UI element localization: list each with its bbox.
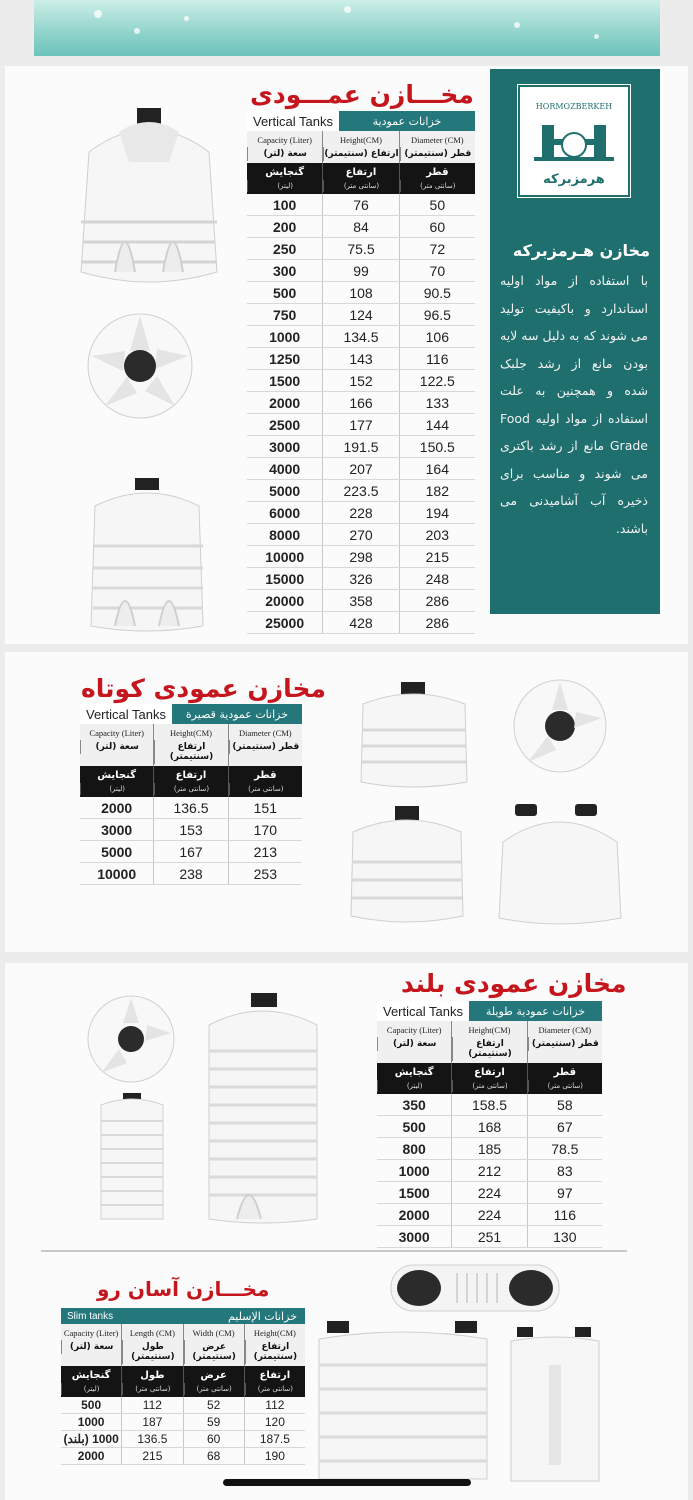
table-cell: 326	[322, 568, 398, 589]
table-cell: 2000	[398, 1207, 430, 1223]
vertical-tanks-title: مخـــازن عمـــودی	[250, 80, 474, 109]
diameter-fa: قطر	[254, 770, 277, 781]
table-cell: 177	[322, 414, 398, 435]
short-tank-image	[355, 680, 473, 790]
table-row	[247, 414, 475, 436]
length-ar: طول (سنتيمتر)	[122, 1340, 182, 1364]
table-cell: 100	[272, 197, 297, 213]
table-cell: 3000	[269, 439, 301, 455]
table-cell: 6000	[269, 505, 301, 521]
table-row	[247, 590, 475, 612]
table-cell: 298	[322, 546, 398, 567]
table-cell: 124	[322, 304, 398, 325]
table-cell: 428	[322, 612, 398, 633]
table-cell: 60	[399, 216, 475, 237]
vertical-tanks-table	[247, 111, 475, 634]
table-cell: 3000	[101, 822, 133, 838]
tall-tanks-table	[377, 1001, 602, 1248]
table-cell: 136.5	[153, 797, 227, 818]
capacity-fa: گنجایش	[394, 1067, 434, 1078]
table-row	[247, 392, 475, 414]
table-cell: 2000	[101, 800, 133, 816]
short-tanks-table	[80, 704, 302, 885]
table-cell: 67	[527, 1116, 602, 1137]
table-cell: 5000	[101, 844, 133, 860]
table-cell: 59	[183, 1414, 244, 1430]
vertical-tank-image	[69, 102, 229, 287]
table-subheader	[247, 131, 475, 163]
table-row	[377, 1182, 602, 1204]
capacity-en: Capacity (Liter)	[386, 1025, 442, 1035]
vertical-tank-side-image	[85, 476, 210, 636]
table-title-bar	[247, 111, 475, 131]
width-ar: عرض (سنتيمتر)	[184, 1340, 244, 1364]
capacity-en: Capacity (Liter)	[257, 135, 312, 145]
table-cell: 286	[399, 612, 475, 633]
diameter-ar: قطر (سنتيمتر)	[400, 147, 475, 161]
length-unit: (سانتی متر)	[122, 1383, 182, 1395]
diameter-en: Diameter (CM)	[411, 135, 464, 145]
table-row	[247, 458, 475, 480]
table-cell: 250	[272, 241, 297, 257]
table-cell: 215	[121, 1448, 182, 1464]
table-cell: 251	[451, 1226, 526, 1247]
table-cell: 75.5	[322, 238, 398, 259]
height-fa: ارتفاع	[259, 1370, 291, 1381]
table-cell: 83	[527, 1160, 602, 1181]
table-row	[247, 502, 475, 524]
table-cell: 187	[121, 1414, 182, 1430]
diameter-fa: قطر	[553, 1067, 577, 1078]
table-cell: 750	[272, 307, 297, 323]
table-row	[61, 1414, 305, 1431]
diameter-fa: قطر	[426, 167, 449, 178]
height-unit: (سانتی متر)	[245, 1383, 305, 1395]
table-cell: 238	[153, 863, 227, 884]
table-cell: 20000	[265, 593, 305, 609]
table-cell: 500	[272, 285, 297, 301]
capacity-unit: (لیتر)	[80, 783, 153, 795]
table-cell: 50	[399, 194, 475, 215]
table-row	[247, 348, 475, 370]
table-cell: 212	[451, 1160, 526, 1181]
table-cell: 1500	[398, 1185, 430, 1201]
brand-logo	[518, 85, 630, 197]
table-cell: 108	[322, 282, 398, 303]
table-body	[247, 194, 475, 634]
capacity-en: Capacity (Liter)	[63, 1328, 119, 1338]
diameter-en: Diameter (CM)	[239, 728, 292, 738]
table-cell: 3000	[398, 1229, 430, 1245]
table-cell: 5000	[269, 483, 301, 499]
slim-tank-top-view	[387, 1259, 563, 1317]
height-en: Height(CM)	[253, 1328, 296, 1338]
table-title-ar: خزانات عمودية طويلة	[485, 1004, 586, 1018]
section-divider	[41, 1250, 627, 1252]
table-cell: 143	[322, 348, 398, 369]
table-cell: 78.5	[527, 1138, 602, 1159]
table-header	[247, 163, 475, 194]
table-cell: 203	[399, 524, 475, 545]
table-cell: 248	[399, 568, 475, 589]
table-body	[377, 1094, 602, 1248]
vertical-tanks-panel	[5, 66, 688, 644]
tall-tanks-panel	[5, 963, 688, 1500]
table-row	[247, 304, 475, 326]
table-cell: 158.5	[451, 1094, 526, 1115]
diameter-unit: (سانتی متر)	[400, 180, 475, 192]
table-row	[377, 1226, 602, 1248]
table-cell: 84	[322, 216, 398, 237]
table-body	[80, 797, 302, 885]
table-row	[377, 1138, 602, 1160]
table-cell: 60	[183, 1431, 244, 1447]
height-fa: ارتفاع	[345, 167, 377, 178]
length-en: Length (CM)	[129, 1328, 175, 1338]
table-cell: 213	[228, 841, 302, 862]
table-cell: 164	[399, 458, 475, 479]
short-tanks-panel	[5, 652, 688, 952]
table-cell: 2500	[269, 417, 301, 433]
table-cell: 99	[322, 260, 398, 281]
table-cell: 190	[244, 1448, 305, 1464]
table-cell: 207	[322, 458, 398, 479]
capacity-fa: گنجایش	[265, 167, 305, 178]
table-row	[247, 260, 475, 282]
height-ar: ارتفاع (سنتيمتر)	[154, 740, 227, 764]
capacity-ar: سعة (لتر)	[80, 740, 153, 754]
height-en: Height(CM)	[468, 1025, 511, 1035]
table-title-en: Vertical Tanks	[80, 704, 172, 724]
diameter-en: Diameter (CM)	[538, 1025, 592, 1035]
table-cell: 52	[183, 1397, 244, 1413]
table-cell: 72	[399, 238, 475, 259]
height-ar: ارتفاع (سنتيمتر)	[452, 1037, 526, 1061]
tall-tank-top-view	[85, 993, 177, 1085]
diameter-unit: (سانتی متر)	[528, 1080, 602, 1092]
capacity-ar: سعة (لتر)	[377, 1037, 451, 1051]
table-cell: 500	[402, 1119, 426, 1135]
table-row	[377, 1204, 602, 1226]
width-unit: (سانتی متر)	[184, 1383, 244, 1395]
table-cell: 25000	[265, 615, 305, 631]
diameter-unit: (سانتی متر)	[229, 783, 302, 795]
height-unit: (سانتی متر)	[323, 180, 398, 192]
height-unit: (سانتی متر)	[452, 1080, 526, 1092]
table-row	[61, 1431, 305, 1448]
double-lid-tank-image	[495, 802, 625, 928]
table-cell: 270	[322, 524, 398, 545]
short-tank-top-view	[510, 676, 610, 776]
table-cell: 166	[322, 392, 398, 413]
table-cell: 76	[322, 194, 398, 215]
hero-water-banner	[34, 0, 660, 56]
height-fa: ارتفاع	[474, 1067, 505, 1078]
slim-tanks-table	[61, 1308, 305, 1465]
tall-tanks-title: مخازن عمودی بلند	[401, 969, 627, 998]
table-cell: 58	[527, 1094, 602, 1115]
table-cell: 224	[451, 1204, 526, 1225]
capacity-en: Capacity (Liter)	[89, 728, 144, 738]
table-cell: 112	[121, 1397, 182, 1413]
brand-description: با استفاده از مواد اولیه استاندارد و باکیفیت تولید می شوند که به دلیل سه لایه بودن مانع از رشد جلبک شده و همچنین به علت استفاده از مواد اولیه Food Grade مانع از رشد باکتری می شوند و مناسب برای ذخیره آب آشامیدنی می باشند.	[500, 273, 648, 536]
short-tanks-title: مخازن عمودی کوتاه	[81, 674, 327, 703]
table-cell: 167	[153, 841, 227, 862]
table-row	[61, 1397, 305, 1414]
table-cell: 187.5	[244, 1431, 305, 1447]
height-ar: ارتفاع (سنتيمتر)	[324, 149, 399, 159]
table-cell: 253	[228, 863, 302, 884]
table-cell: 144	[399, 414, 475, 435]
capacity-ar: سعة (لتر)	[61, 1340, 121, 1354]
table-cell: 151	[228, 797, 302, 818]
tank-top-view-image	[85, 311, 195, 421]
table-cell: 286	[399, 590, 475, 611]
table-cell: 170	[228, 819, 302, 840]
height-ar: ارتفاع (سنتيمتر)	[245, 1340, 305, 1364]
table-title-ar: خزانات الإسليم	[227, 1309, 297, 1323]
height-en: Height(CM)	[169, 728, 212, 738]
capacity-fa: گنجایش	[97, 770, 137, 781]
diameter-ar: قطر (سنتيمتر)	[528, 1037, 602, 1051]
table-cell: 8000	[269, 527, 301, 543]
table-cell: 800	[402, 1141, 426, 1157]
table-cell: 134.5	[322, 326, 398, 347]
table-cell: 200	[272, 219, 297, 235]
brand-title: مخازن هـرمزبرکه	[512, 241, 650, 260]
table-cell: 150.5	[399, 436, 475, 457]
table-cell: 300	[272, 263, 297, 279]
table-title-en: Slim tanks	[61, 1308, 119, 1324]
table-cell: 182	[399, 480, 475, 501]
tall-tank-small-image	[97, 1091, 167, 1223]
table-cell: 224	[451, 1182, 526, 1203]
home-indicator[interactable]	[223, 1479, 471, 1486]
table-row	[80, 797, 302, 819]
table-cell: 106	[399, 326, 475, 347]
table-cell: 2000	[269, 395, 301, 411]
table-cell: 68	[183, 1448, 244, 1464]
table-cell: 1500	[269, 373, 301, 389]
table-title-en: Vertical Tanks	[377, 1001, 469, 1021]
table-cell: (بلند) 1000	[63, 1432, 119, 1446]
table-cell: 2000	[77, 1449, 105, 1463]
table-cell: 120	[244, 1414, 305, 1430]
table-cell: 1000	[269, 329, 301, 345]
table-cell: 153	[153, 819, 227, 840]
table-cell: 96.5	[399, 304, 475, 325]
table-row	[247, 568, 475, 590]
length-fa: طول	[140, 1370, 165, 1381]
capacity-fa: گنجایش	[71, 1370, 111, 1381]
width-fa: عرض	[200, 1370, 227, 1381]
height-unit: (سانتی متر)	[154, 783, 227, 795]
table-cell: 116	[399, 348, 475, 369]
table-cell: 136.5	[121, 1431, 182, 1447]
table-row	[247, 238, 475, 260]
table-cell: 500	[81, 1398, 102, 1412]
table-cell: 70	[399, 260, 475, 281]
table-cell: 10000	[97, 866, 137, 882]
table-cell: 116	[527, 1204, 602, 1225]
table-row	[80, 863, 302, 885]
slim-tank-side-image	[505, 1325, 605, 1487]
table-title-en: Vertical Tanks	[247, 111, 339, 131]
table-cell: 130	[527, 1226, 602, 1247]
table-cell: 133	[399, 392, 475, 413]
table-row	[247, 436, 475, 458]
table-cell: 215	[399, 546, 475, 567]
height-en: Height(CM)	[339, 135, 382, 145]
table-row	[247, 326, 475, 348]
table-row	[377, 1094, 602, 1116]
table-row	[377, 1116, 602, 1138]
table-row	[247, 612, 475, 634]
slim-tank-front-image	[315, 1319, 491, 1487]
table-body	[61, 1397, 305, 1465]
capacity-unit: (لیتر)	[377, 1080, 451, 1092]
table-row	[80, 841, 302, 863]
table-cell: 194	[399, 502, 475, 523]
logo-text: هرمزبرکه	[543, 172, 605, 187]
table-title-ar: خزانات عمودية قصيرة	[185, 707, 289, 721]
capacity-unit: (لیتر)	[247, 180, 322, 192]
brand-panel	[490, 69, 660, 614]
logo-arc-text: HORMOZBERKEH	[535, 102, 613, 111]
table-cell: 185	[451, 1138, 526, 1159]
table-row	[247, 194, 475, 216]
short-tank-side-image	[345, 804, 470, 926]
table-cell: 223.5	[322, 480, 398, 501]
table-row	[247, 546, 475, 568]
table-cell: 152	[322, 370, 398, 391]
table-cell: 1000	[77, 1415, 105, 1429]
table-cell: 97	[527, 1182, 602, 1203]
table-cell: 1000	[398, 1163, 430, 1179]
height-fa: ارتفاع	[175, 770, 207, 781]
table-cell: 112	[244, 1397, 305, 1413]
table-cell: 10000	[265, 549, 305, 565]
table-cell: 350	[402, 1097, 426, 1113]
table-cell: 358	[322, 590, 398, 611]
table-row	[247, 370, 475, 392]
table-row	[80, 819, 302, 841]
table-cell: 4000	[269, 461, 301, 477]
capacity-ar: سعة (لتر)	[247, 147, 322, 161]
tall-tank-large-image	[201, 991, 325, 1227]
table-cell: 122.5	[399, 370, 475, 391]
table-row	[61, 1448, 305, 1465]
table-row	[377, 1160, 602, 1182]
table-cell: 168	[451, 1116, 526, 1137]
table-row	[247, 480, 475, 502]
logo-emblem-icon	[520, 87, 628, 195]
table-row	[247, 524, 475, 546]
table-title-ar: خزانات عمودية	[372, 114, 442, 128]
slim-tanks-title: مخـــازن آسان رو	[97, 1277, 270, 1301]
width-en: Width (CM)	[192, 1328, 235, 1338]
table-cell: 228	[322, 502, 398, 523]
table-cell: 191.5	[322, 436, 398, 457]
diameter-ar: قطر (سنتيمتر)	[229, 740, 302, 754]
table-cell: 90.5	[399, 282, 475, 303]
capacity-unit: (لیتر)	[61, 1383, 121, 1395]
table-row	[247, 282, 475, 304]
table-cell: 15000	[265, 571, 305, 587]
table-cell: 1250	[269, 351, 301, 367]
table-row	[247, 216, 475, 238]
